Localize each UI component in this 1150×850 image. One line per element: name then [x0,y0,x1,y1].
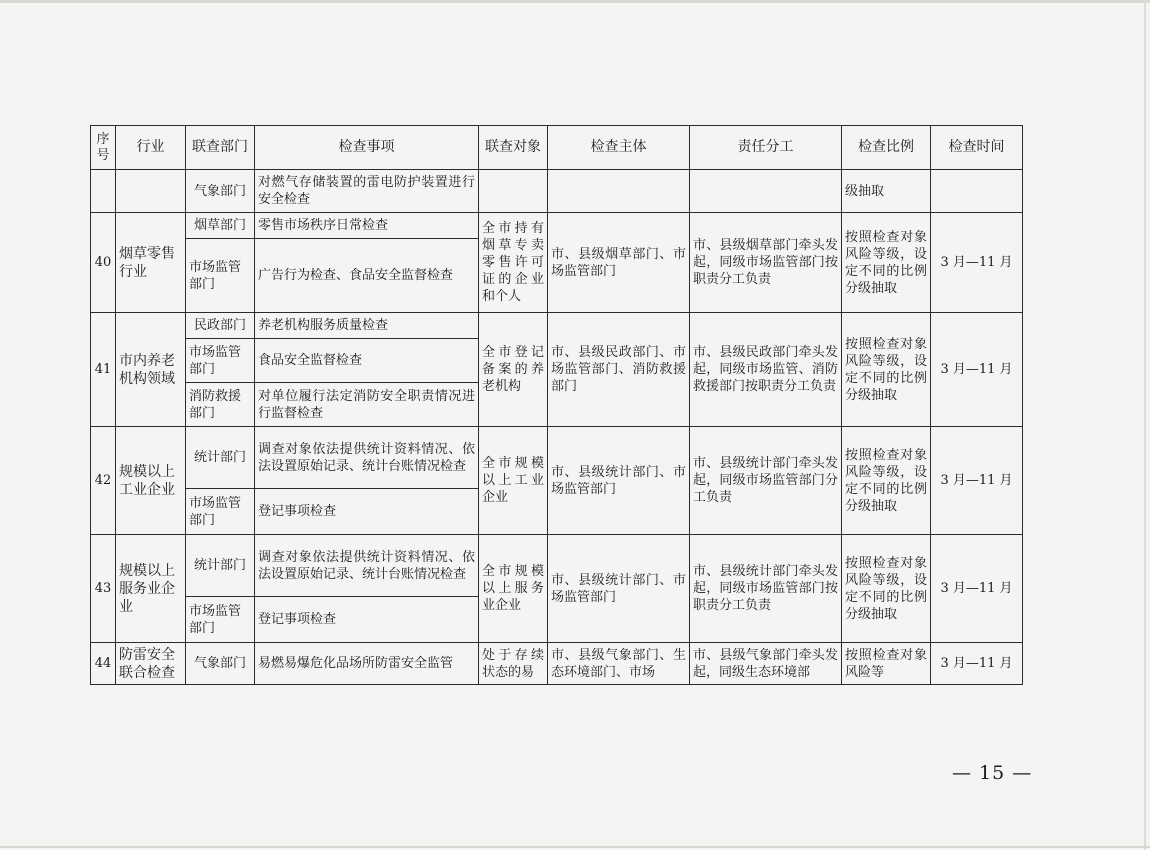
table-row [91,427,1023,489]
scan-edge-top [0,0,1150,3]
cell-item: 调查对象依法提供统计资料情况、依法设置原始记录、统计台账情况检查 [255,427,479,489]
cell-duty: 市、县级统计部门牵头发起，同级市场监管部门按职责分工负责 [690,535,842,643]
cell-ratio: 按照检查对象风险等级，设定不同的比例分级抽取 [842,427,931,535]
cell-industry [116,170,186,213]
cell-target: 全市规模以上工业企业 [479,427,548,535]
cell-target: 全市持有烟草专卖零售许可证的企业和个人 [479,213,548,313]
scan-edge-bottom [0,846,1150,848]
cell-item: 调查对象依法提供统计资料情况、依法设置原始记录、统计台账情况检查 [255,535,479,597]
cell-subject: 市、县级统计部门、市场监管部门 [548,535,690,643]
header-industry: 行业 [116,126,186,170]
table-header-row [91,126,1023,170]
cell-ratio: 按照检查对象风险等级，设定不同的比例分级抽取 [842,313,931,427]
cell-duty [690,170,842,213]
header-ratio: 检查比例 [842,126,931,170]
cell-duty: 市、县级统计部门牵头发起，同级市场监管部门分工负责 [690,427,842,535]
cell-target [479,170,548,213]
cell-dept: 气象部门 [186,643,255,685]
header-target: 联查对象 [479,126,548,170]
cell-time: 3 月—11 月 [931,213,1023,313]
page-number: — 15 — [952,762,1033,784]
table-row [91,535,1023,597]
cell-target: 处于存续状态的易 [479,643,548,685]
cell-dept: 市场监管部门 [186,597,255,643]
cell-dept: 气象部门 [186,170,255,213]
header-time: 检查时间 [931,126,1023,170]
cell-dept: 民政部门 [186,313,255,339]
cell-time: 3 月—11 月 [931,313,1023,427]
cell-item: 对燃气存储装置的雷电防护装置进行安全检查 [255,170,479,213]
cell-item: 对单位履行法定消防安全职责情况进行监督检查 [255,383,479,427]
cell-subject: 市、县级统计部门、市场监管部门 [548,427,690,535]
cell-time: 3 月—11 月 [931,427,1023,535]
table-row [91,170,1023,213]
cell-item: 食品安全监督检查 [255,339,479,383]
cell-dept: 统计部门 [186,535,255,597]
scan-edge-right [1144,0,1146,850]
cell-item: 易燃易爆危化品场所防雷安全监管 [255,643,479,685]
cell-dept: 统计部门 [186,427,255,489]
cell-no: 43 [91,535,116,643]
cell-industry: 规模以上服务业企业 [116,535,186,643]
table-row [91,213,1023,239]
cell-subject [548,170,690,213]
header-dept: 联查部门 [186,126,255,170]
cell-time: 3 月—11 月 [931,535,1023,643]
cell-subject: 市、县级烟草部门、市场监管部门 [548,213,690,313]
cell-target: 全市规模以上服务业企业 [479,535,548,643]
cell-dept: 市场监管部门 [186,339,255,383]
header-subject: 检查主体 [548,126,690,170]
cell-dept: 市场监管部门 [186,239,255,313]
cell-duty: 市、县级民政部门牵头发起，同级市场监管、消防救援部门按职责分工负责 [690,313,842,427]
cell-item: 登记事项检查 [255,597,479,643]
cell-item: 零售市场秩序日常检查 [255,213,479,239]
cell-no: 44 [91,643,116,685]
cell-duty: 市、县级烟草部门牵头发起，同级市场监管部门按职责分工负责 [690,213,842,313]
cell-target: 全市登记备案的养老机构 [479,313,548,427]
cell-subject: 市、县级民政部门、市场监管部门、消防救援部门 [548,313,690,427]
cell-industry: 规模以上工业企业 [116,427,186,535]
cell-item: 广告行为检查、食品安全监督检查 [255,239,479,313]
header-item: 检查事项 [255,126,479,170]
table-row [91,643,1023,685]
cell-time: 3 月—11 月 [931,643,1023,685]
cell-item: 登记事项检查 [255,489,479,535]
cell-ratio: 级抽取 [842,170,931,213]
cell-item: 养老机构服务质量检查 [255,313,479,339]
cell-industry: 市内养老机构领域 [116,313,186,427]
cell-duty: 市、县级气象部门牵头发起，同级生态环境部 [690,643,842,685]
cell-dept: 消防救援部门 [186,383,255,427]
cell-no: 41 [91,313,116,427]
header-no: 序号 [91,126,116,170]
table-row [91,313,1023,339]
cell-dept: 烟草部门 [186,213,255,239]
cell-ratio: 按照检查对象风险等 [842,643,931,685]
cell-time [931,170,1023,213]
cell-ratio: 按照检查对象风险等级，设定不同的比例分级抽取 [842,213,931,313]
cell-subject: 市、县级气象部门、生态环境部门、市场 [548,643,690,685]
cell-no [91,170,116,213]
cell-no: 40 [91,213,116,313]
header-duty: 责任分工 [690,126,842,170]
cell-ratio: 按照检查对象风险等级，设定不同的比例分级抽取 [842,535,931,643]
cell-dept: 市场监管部门 [186,489,255,535]
cell-industry: 烟草零售行业 [116,213,186,313]
cell-no: 42 [91,427,116,535]
cell-industry: 防雷安全联合检查 [116,643,186,685]
inspection-table [90,125,1023,685]
